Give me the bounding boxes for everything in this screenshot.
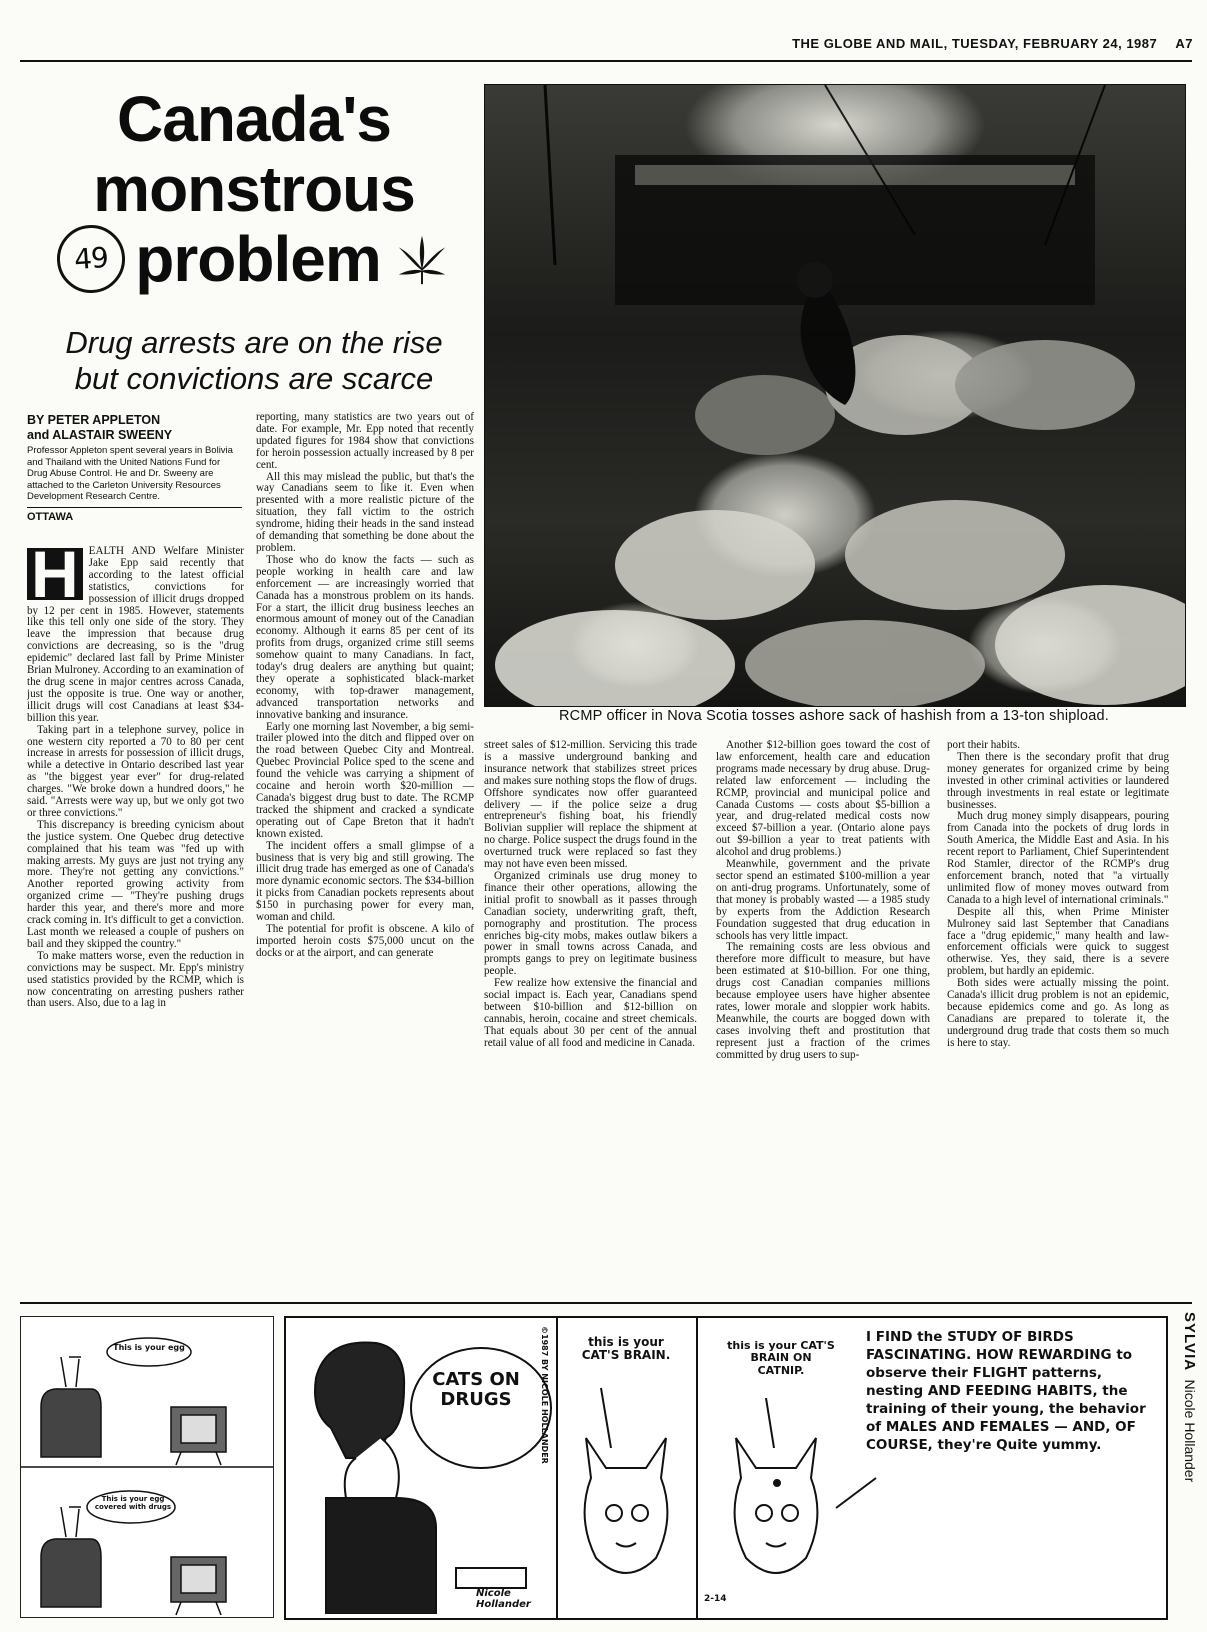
- artist-signature: Nicole Hollander: [476, 1588, 531, 1611]
- byline-author-2: and ALASTAIR SWEENY: [27, 428, 173, 442]
- headline: [24, 84, 484, 294]
- photo-scene: [485, 85, 1185, 706]
- paragraph: This discrepancy is breeding cynicism about the justice system. One Quebec drug detective complained that his team was "fed up with making arrests. My guys are just not trying any more. They're not getting any convictions." Another reported growing activity from organized crime — "They're pushing drugs harder this year, and there's more and more crack coming in. It's difficult to get a conviction. Last month we released a couple of pushers on bail and they skipped the country.": [27, 818, 244, 950]
- headline-line-1: Canada's: [117, 83, 391, 155]
- comic-panel-3: [696, 1318, 1166, 1618]
- comic-author: Nicole Hollander: [1182, 1379, 1198, 1483]
- cartoon-drawing: [21, 1317, 273, 1617]
- comic-panel-1: [286, 1318, 558, 1618]
- paragraph: To make matters worse, even the reduction in convictions may be suspect. Mr. Epp's ministry used statistics provided by the RCMP, which is now concentrating on arresting pushers rather than users. Also, due to a lag in: [27, 949, 244, 1010]
- photo-caption: RCMP officer in Nova Scotia tosses ashore sack of hashish from a 13-ton shipload.: [558, 708, 1109, 724]
- panel-1-bubble: CATS ON DRUGS: [432, 1369, 520, 1411]
- news-photo: [484, 84, 1186, 707]
- section-rule: [20, 1302, 1192, 1304]
- paragraph: Another $12-billion goes toward the cost of law enforcement, health care and education programs made necessary by drug abuse. Drug-related law enforcement — including the RCMP, provincial and municipal police and Canada Customs — costs about $5-billion a year, and drug-related medical costs now exceed $7-billion a year. (Ontario alone pays out $9-billion a year to treat patients with alcohol and drug problems.): [716, 740, 930, 859]
- comic-title: SYLVIA: [1181, 1312, 1198, 1372]
- headline-line-2: monstrous: [93, 153, 415, 225]
- paragraph: street sales of $12-million. Servicing this trade is a massive underground banking and insurance network that stabilizes street prices and makes sure nothing stops the flow of drugs. Offshore syndicates now offer guaranteed delivery — if the police seize a drug entrepreneur's fishing boat, his friendly Bolivian supplier will replace the shipment at no charge. Police suspect the drugs found in the overturned truck were replaced so fast they may not have even been missed.: [484, 740, 697, 871]
- paragraph: The incident offers a small glimpse of a business that is very big and still growing. The illicit drug trade has emerged as one of Canada's more dynamic economic sectors. The $34-billion it picks from Canadian pockets represents about $150 in purchasing power for every man, woman and child.: [256, 839, 474, 924]
- comic-strip-sylvia: [284, 1316, 1168, 1620]
- cartoon-egg-drugs: [20, 1316, 274, 1618]
- article-column-5: [947, 740, 1169, 1298]
- article-column-2: [256, 412, 474, 1298]
- woman-typing-drawing: [286, 1318, 556, 1614]
- paragraph: Then there is the secondary profit that drug money generates for organized crime by being invested in other criminal activities or laundered through investments in real estate or legitimate businesses.: [947, 750, 1169, 811]
- headline-row-3: [24, 224, 484, 294]
- paragraph: reporting, many statistics are two years out of date. For example, Mr. Epp noted that recently updated figures for 1984 show that convictions for heroin possession actually increased by 8 per cent.: [256, 412, 474, 471]
- paragraph: Despite all this, when Prime Minister Mulroney said last September that Canadians face a "drug epidemic," many health and law-enforcement officials were quick to suggest otherwise. Yes, they said, there is a severe problem, but hardly an epidemic.: [947, 905, 1169, 978]
- paragraph: The potential for profit is obscene. A kilo of imported heroin costs $75,000 uncut on the docks or at the airport, and can generate: [256, 922, 474, 959]
- sylvia-title-block: [1168, 1312, 1198, 1612]
- dateline: OTTAWA: [27, 507, 242, 523]
- author-bio: Professor Appleton spent several years in Bolivia and Thailand with the United Nations Fund for Drug Abuse Control. He and Dr. Sweeny are attached to the Carleton University Resources Development Research Centre.: [27, 445, 233, 503]
- article-column-1: [27, 546, 244, 1298]
- drop-cap: H: [27, 548, 83, 600]
- cannabis-leaf-icon: [393, 230, 451, 288]
- paragraph: Both sides were actually missing the point. Canada's illicit drug problem is not an epidemic, because epidemics come and go. As long as Canadians are prepared to tolerate it, the underground drug trade that costs them so much is here to stay.: [947, 977, 1169, 1049]
- byline: [27, 413, 242, 523]
- sylvia-title-rotated: [1180, 1312, 1198, 1482]
- byline-author-1: BY PETER APPLETON: [27, 413, 161, 427]
- masthead-text: THE GLOBE AND MAIL, TUESDAY, FEBRUARY 24, 1987: [792, 36, 1158, 51]
- subheadline: [24, 325, 484, 397]
- egg-caption-bottom: This is your egg covered with drugs: [94, 1495, 172, 1511]
- paragraph: [27, 546, 244, 725]
- handwritten-circled-number: 49: [55, 223, 128, 296]
- subheadline-line-2: but convictions are scarce: [74, 361, 434, 396]
- masthead-rule: [20, 60, 1192, 62]
- panel-3-caption: this is your CAT'S BRAIN ON CATNIP.: [727, 1339, 835, 1377]
- paragraph: Taking part in a telephone survey, police in one western city reported a 70 to 80 per cent increase in arrests for possession of illicit drugs, while a detective in Ontario described last year as "the biggest year ever" for drug-related charges. "We broke down a hundred doors," he said. "Arrests were way up, but we only got two or three convictions.": [27, 723, 244, 819]
- paragraph: Early one morning last November, a big semi-trailer plowed into the ditch and flipped over on the road between Quebec City and Montreal. Quebec Provincial Police sped to the scene and found the vehicle was carrying a shipment of cocaine and heroin worth $20-million — Canada's biggest drug bust to date. The RCMP tracked the shipment and cracked a syndicate operating out of Cape Breton that it hadn't known existed.: [256, 720, 474, 840]
- paragraph: port their habits.: [947, 740, 1021, 751]
- paragraph-text: EALTH AND Welfare Minister Jake Epp said recently that according to the latest official statistics, convictions for possession of illicit drugs dropped by 12 per cent in 1985. However, statements like this tell only one side of the story. They leave the impression that because drug convictions are decreasing, so is the "drug epidemic" declared last fall by Prime Minister Brian Mulroney. According to an examination of the drug scene in major centres across Canada, just the opposite is true. One way or another, illicit drugs will cost Canadians at least $34-billion this year.: [27, 546, 244, 724]
- subheadline-line-1: Drug arrests are on the rise: [65, 325, 443, 360]
- sylvia-monologue: I FIND the STUDY OF BIRDS FASCINATING. HOW REWARDING to observe their FLIGHT patterns, nesting AND FEEDING HABITS, the training of their young, the behavior of MALES AND FEMALES — AND, OF COURSE, they're Quite yummy.: [866, 1329, 1146, 1453]
- paragraph: Meanwhile, government and the private sector spend an estimated $100-million a year on anti-drug programs. Unfortunately, some of that money is probably wasted — a 1985 study by experts from the Addiction Research Foundation suggested that drug education in schools has very little impact.: [716, 858, 930, 942]
- headline-line-3: problem: [135, 223, 381, 295]
- paragraph: Few realize how extensive the financial and social impact is. Each year, Canadians spend between $10-billion and $12-billion on cannabis, heroin, cocaine and street chemicals. That equals about 30 per cent of the annual retail value of all food and medicine in Canada.: [484, 977, 697, 1049]
- comic-panel-2: [556, 1318, 698, 1618]
- strip-date: 2-14: [704, 1594, 727, 1604]
- article-column-4: [716, 740, 930, 1298]
- page-number: A7: [1175, 36, 1193, 51]
- masthead: [792, 36, 1193, 51]
- paragraph: Much drug money simply disappears, pouring from Canada into the pockets of drug lords in South America, the Middle East and Asia. In his recent report to Parliament, Chief Superintendent Rod Stamler, director of the RCMP's drug enforcement branch, noted that "a virtually unlimited flow of money moves outward from Canada to a high level of international criminals.": [947, 810, 1169, 906]
- egg-caption-top: This is your egg: [113, 1343, 185, 1352]
- article-column-3: [484, 740, 697, 1298]
- paragraph: Organized criminals use drug money to finance their other operations, allowing the initial profit to snowball as it passes through Canadian society, underwriting graft, theft, pornography and prostitution. The process enriches big-city mobs, makes outlaw bikers a power in small towns across Canada, and prompts gangs to prey on legitimate business people.: [484, 869, 697, 978]
- copyright-notice: ©1987 BY NICOLE HOLLANDER: [540, 1326, 549, 1464]
- paragraph: All this may mislead the public, but that's the way Canadians seem to like it. Even when presented with a more realistic picture of the situation, they fall victim to the ostrich syndrome, hiding their heads in the sand instead of demanding that something be done about the problem.: [256, 470, 474, 554]
- paragraph: The remaining costs are less obvious and therefore more difficult to measure, but have been estimated at $10-billion. For one thing, drugs cost Canadian companies millions because employee users have higher absentee rates, lower morale and sloppier work habits. Meanwhile, the courts are bogged down with cases involving theft and prostitution that represent just a fraction of the crimes committed by drug users to sup-: [716, 941, 930, 1061]
- panel-2-caption: this is your CAT'S BRAIN.: [581, 1335, 671, 1363]
- paragraph: Those who do know the facts — such as people working in health care and law enforcement — are increasingly worried that Canada has a monstrous problem on its hands. For a start, the illicit drug business leeches an enormous amount of money out of the Canadian economy. Although it earns 85 per cent of its profits from drugs, organized crime still seems somehow quaint to many Canadians. In fact, today's drug dealers are anything but quaint; they operate a sophisticated black-market economy, with top-drawer management, advanced transportation networks and innovative banking and insurance.: [256, 553, 474, 721]
